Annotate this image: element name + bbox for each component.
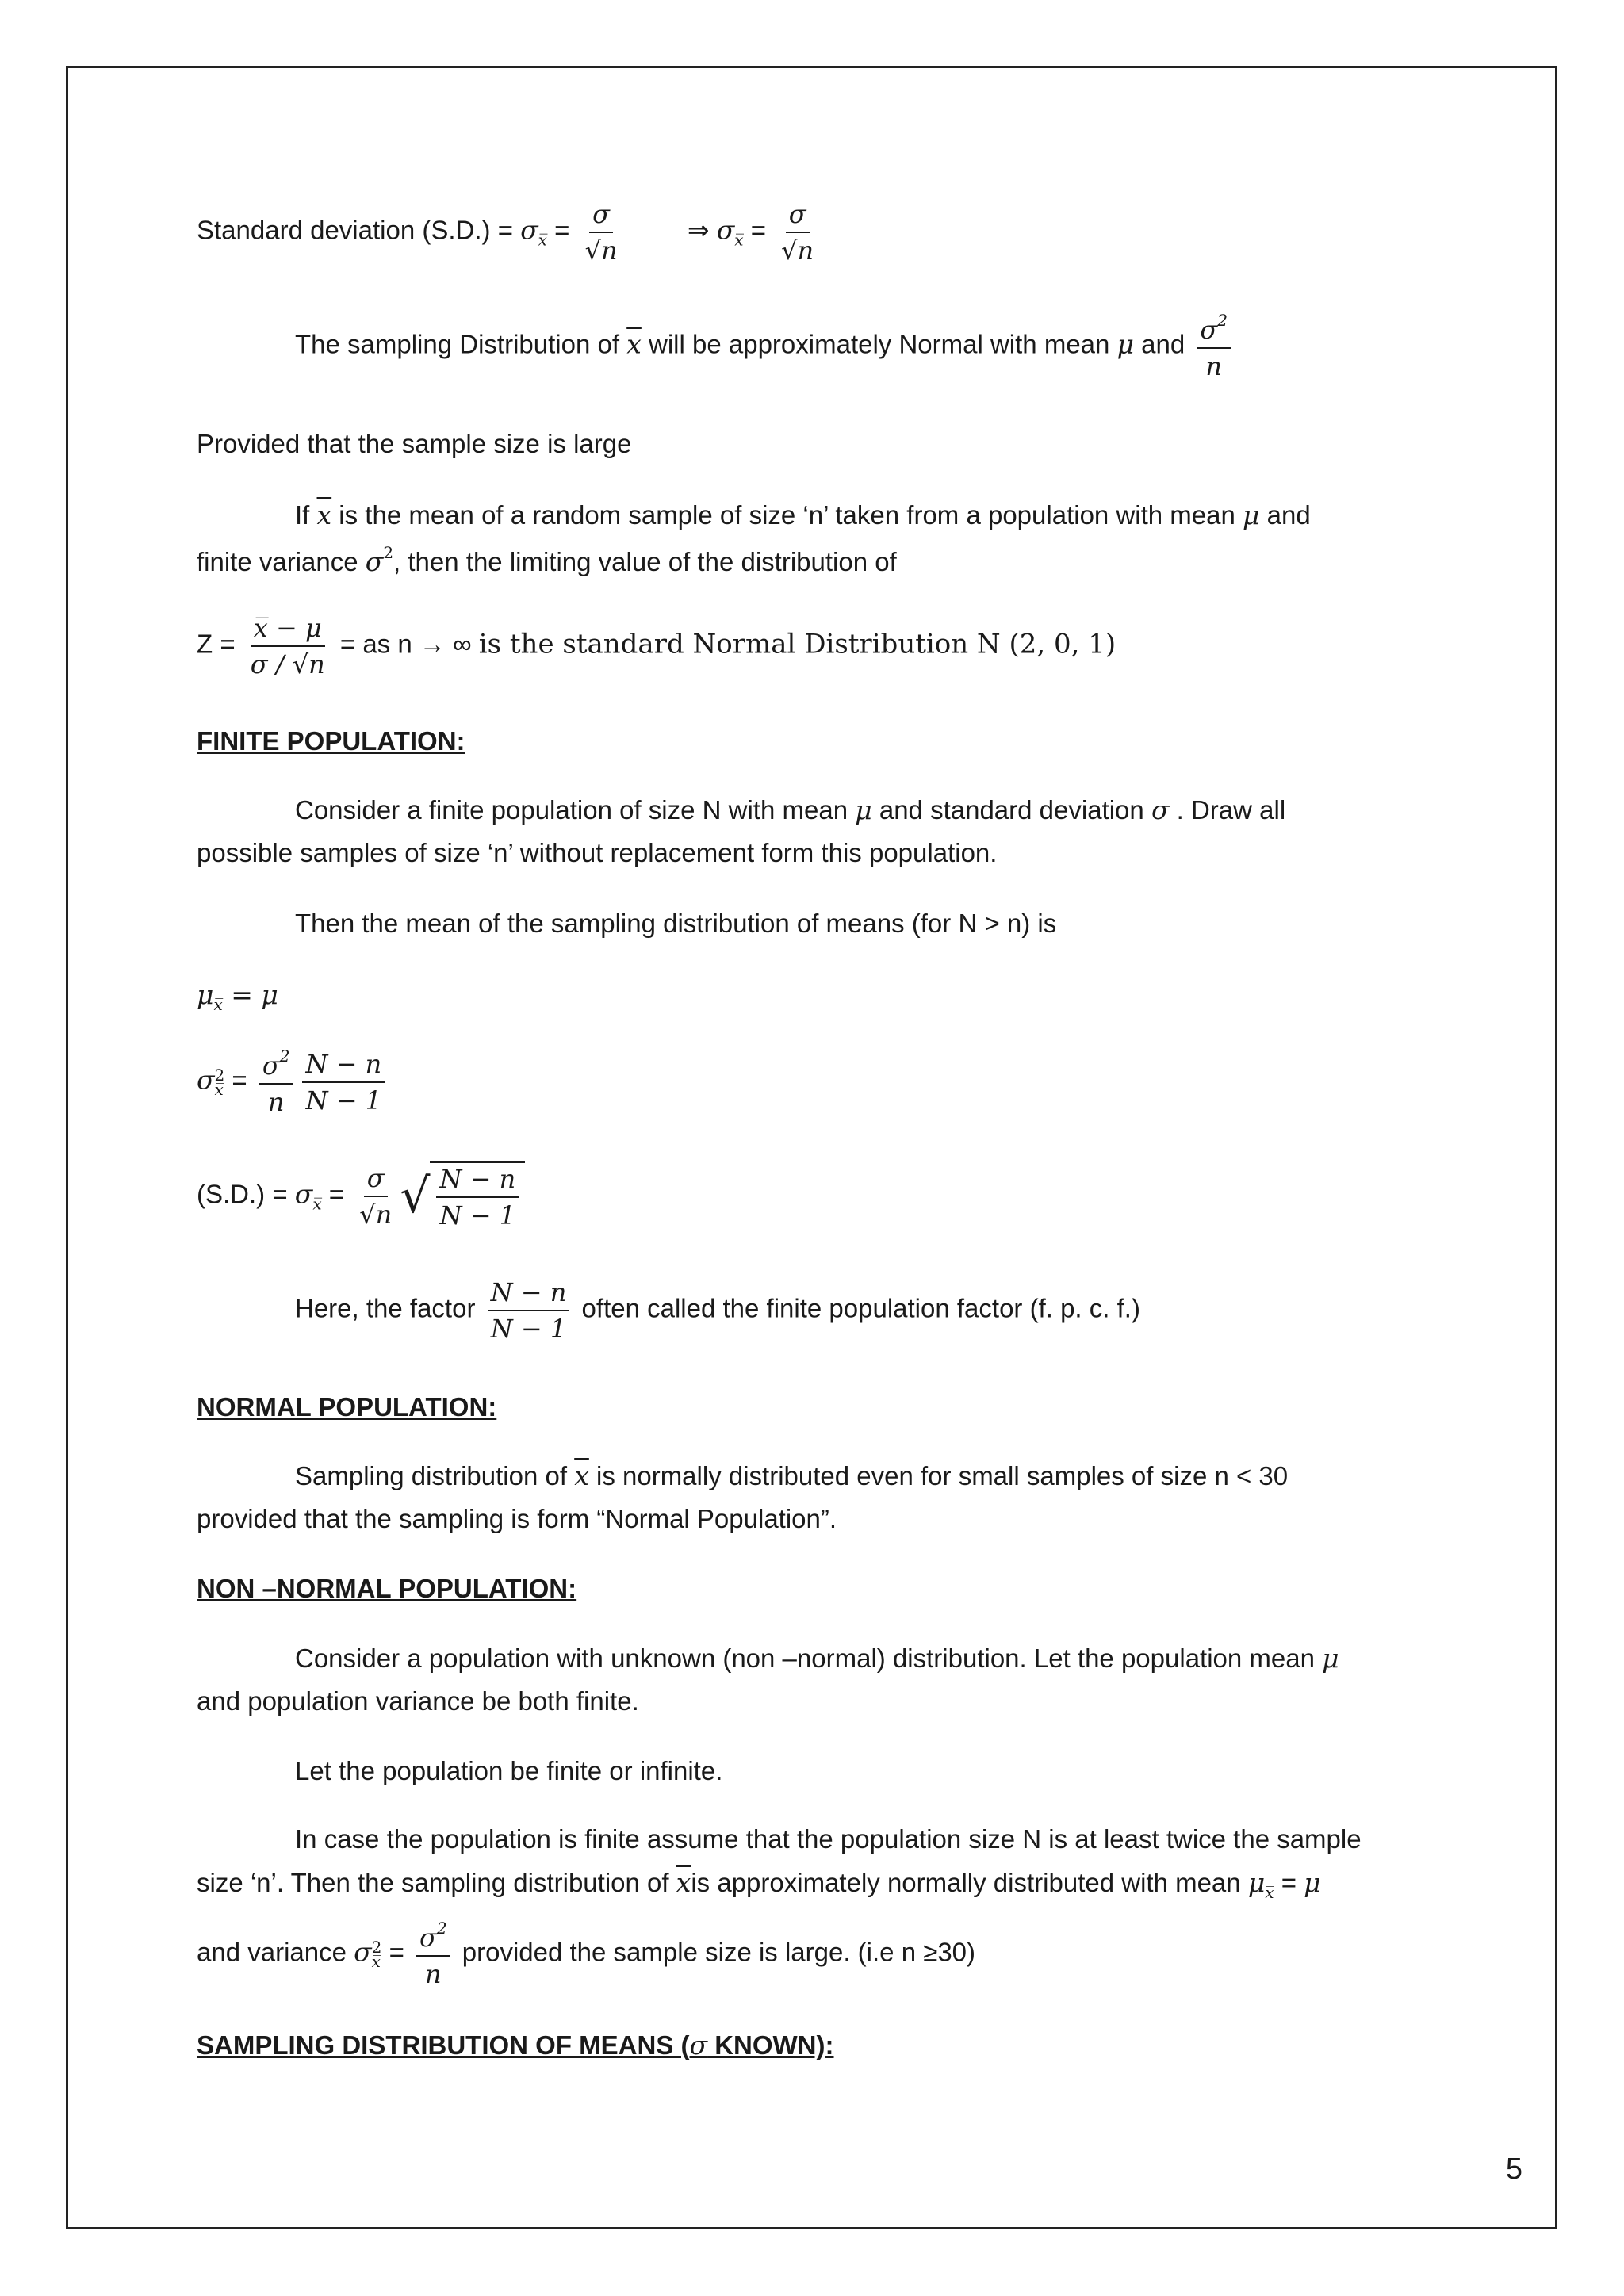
superscript: 2	[214, 1066, 225, 1085]
variance-over-n	[416, 1919, 450, 1990]
equals-sign: =	[381, 1937, 412, 1967]
text: Here, the factor	[295, 1293, 483, 1323]
sigma-over-root-n	[778, 198, 817, 266]
fraction-numerator: σ	[589, 198, 613, 233]
fraction-numerator: σ	[786, 198, 810, 233]
sigma-over-root-n	[356, 1162, 395, 1230]
fraction-denominator: √n	[781, 235, 814, 266]
fraction-denominator: n	[425, 1959, 442, 1989]
xbar-subscript: x̅	[312, 1194, 322, 1214]
text: is the mean of a random sample of size ‘n’ taken from a population with mean	[331, 500, 1243, 530]
fraction-denominator: N − 1	[305, 1085, 382, 1115]
fpc-factor-line	[295, 1276, 1140, 1345]
text: is approximately normally distributed with mean	[691, 1868, 1248, 1897]
sigma-symbol: σ	[1151, 794, 1170, 825]
text: and variance	[197, 1937, 354, 1967]
fraction-numerator: N − n	[436, 1163, 519, 1198]
text: Consider a finite population of size N with mean	[295, 795, 856, 825]
text: provided the sample size is large. (i.e n ≥30)	[454, 1937, 976, 1967]
sigma-over-root-n	[582, 198, 621, 266]
fraction-denominator: √n	[584, 235, 618, 266]
fraction-numerator: σ	[419, 1923, 437, 1953]
text: finite variance	[197, 547, 366, 576]
mu-symbol: μ	[855, 794, 872, 825]
text: If	[295, 500, 317, 530]
text: . Draw all	[1169, 795, 1286, 825]
sampling-means-sigma-known-heading	[197, 2030, 834, 2061]
variance-over-n	[259, 1047, 293, 1118]
finite-paragraph-line-1	[295, 794, 1285, 826]
xbar-subscript: x̅	[734, 230, 744, 250]
superscript: 2	[371, 1938, 382, 1957]
fraction-numerator: σ	[364, 1162, 388, 1197]
xbar-symbol: $\overline{x}$	[316, 499, 332, 530]
page-number: 5	[1505, 2152, 1522, 2186]
fraction-denominator: N − 1	[439, 1200, 516, 1230]
equals-sign: =	[743, 215, 774, 245]
mu-symbol: μ	[1243, 499, 1260, 530]
text: SAMPLING DISTRIBUTION OF MEANS (	[197, 2030, 690, 2060]
non-normal-paragraph-1-line-1	[295, 1643, 1339, 1674]
non-normal-population-heading: NON –NORMAL POPULATION:	[197, 1574, 577, 1603]
fpc-fraction	[436, 1163, 519, 1231]
sd-label: (S.D.) =	[197, 1179, 295, 1209]
xbar-symbol: $\overline{x}$	[626, 328, 642, 360]
superscript: 2	[436, 1919, 447, 1938]
text: and	[1259, 500, 1311, 530]
text: Sampling distribution of	[295, 1461, 575, 1490]
fraction-numerator: N − n	[488, 1276, 570, 1311]
superscript: 2	[279, 1047, 290, 1066]
xbar-subscript: x̅	[371, 1952, 381, 1971]
text: The sampling Distribution of	[295, 329, 627, 359]
text: KNOWN):	[707, 2030, 834, 2060]
text: will be approximately Normal with mean	[641, 329, 1117, 359]
equals-sign: =	[1274, 1868, 1304, 1897]
non-normal-paragraph-3-line-1: In case the population is finite assume that the population size N is at least twice the sample	[295, 1824, 1362, 1854]
sampling-distribution-line	[295, 311, 1235, 382]
text: size ‘n’. Then the sampling distribution of	[197, 1868, 676, 1897]
fpc-fraction	[488, 1276, 570, 1345]
mu-symbol: μ	[1116, 328, 1135, 360]
mu-symbol: μ	[1247, 1867, 1266, 1898]
fpc-fraction	[302, 1048, 385, 1116]
normal-population-heading: NORMAL POPULATION:	[197, 1392, 497, 1422]
fraction-numerator: σ	[262, 1050, 280, 1081]
sigma-symbol: σ	[716, 214, 735, 246]
non-normal-paragraph-3-line-3	[197, 1919, 975, 1990]
xbar-subscript: x̅	[1265, 1883, 1274, 1902]
equals-sign: =	[546, 215, 577, 245]
implies-arrow: ⇒	[687, 215, 710, 245]
fraction-numerator: x̅ − μ	[251, 612, 325, 647]
radicand	[430, 1161, 525, 1231]
xbar-subscript: x̅	[538, 230, 547, 250]
z-fraction	[247, 612, 328, 680]
provided-line: Provided that the sample size is large	[197, 429, 632, 458]
text: Consider a population with unknown (non –normal) distribution. Let the population mean	[295, 1644, 1323, 1673]
sigma-symbol: σ	[365, 546, 384, 577]
normal-paragraph-line-1	[295, 1460, 1288, 1492]
non-normal-paragraph-3-line-2	[197, 1867, 1321, 1902]
sigma-symbol: σ	[689, 2030, 708, 2061]
xbar-subscript: x̅	[213, 995, 223, 1014]
fraction-numerator: N − n	[302, 1048, 385, 1083]
sigma-symbol: σ	[294, 1178, 313, 1210]
finite-paragraph-2: Then the mean of the sampling distribution of means (for N > n) is	[295, 909, 1057, 938]
normal-paragraph-line-2: provided that the sampling is form “Normal Population”.	[197, 1504, 837, 1533]
fraction-denominator: √n	[359, 1200, 393, 1230]
equals-sign: =	[224, 1065, 255, 1095]
sd-label: Standard deviation (S.D.) =	[197, 215, 521, 245]
fraction-denominator: n	[1205, 351, 1223, 381]
sd-equation	[197, 1161, 525, 1231]
text: is normally distributed even for small samples of size n < 30	[588, 1461, 1289, 1490]
z-formula-line	[197, 612, 1116, 680]
equation-rhs: = μ	[222, 979, 278, 1010]
mu-symbol: μ	[197, 979, 214, 1010]
non-normal-paragraph-2: Let the population be finite or infinite.	[295, 1756, 723, 1785]
xbar-subscript: x̅	[214, 1080, 224, 1099]
equals-sign: =	[321, 1179, 352, 1209]
fraction-denominator: n	[267, 1087, 285, 1117]
xbar-symbol: $\overline{x}$	[574, 1460, 589, 1491]
text: = as n → ∞	[332, 629, 479, 659]
fraction-numerator: σ	[1200, 315, 1218, 345]
mean-equation	[197, 979, 278, 1014]
text: and standard deviation	[871, 795, 1151, 825]
xbar-symbol: $\overline{x}$	[676, 1867, 691, 1898]
radical-sign: √	[400, 1169, 431, 1224]
sigma-symbol: σ	[520, 214, 538, 246]
fraction-denominator: σ / √n	[250, 649, 325, 679]
text: and	[1134, 329, 1193, 359]
mu-symbol: μ	[1304, 1867, 1321, 1898]
sd-formula-line	[197, 198, 822, 266]
sigma-symbol: σ	[354, 1936, 372, 1968]
z-label: Z =	[197, 629, 243, 659]
mu-symbol: μ	[1322, 1643, 1339, 1674]
sigma-symbol: σ	[197, 1064, 215, 1096]
if-line-1	[295, 499, 1311, 531]
standard-normal-text: is the standard Normal Distribution N (2, 0, 1)	[478, 628, 1116, 660]
variance-equation	[197, 1047, 389, 1118]
finite-paragraph-line-2: possible samples of size ‘n’ without replacement form this population.	[197, 838, 998, 867]
text: often called the finite population factor (f. p. c. f.)	[574, 1293, 1140, 1323]
if-line-2	[197, 543, 897, 578]
text: , then the limiting value of the distribution of	[393, 547, 897, 576]
page-border	[66, 66, 1557, 2229]
non-normal-paragraph-1-line-2: and population variance be both finite.	[197, 1686, 639, 1716]
superscript: 2	[1217, 311, 1228, 330]
finite-population-heading: FINITE POPULATION:	[197, 726, 465, 756]
fraction-denominator: N − 1	[490, 1314, 567, 1344]
superscript: 2	[383, 543, 394, 562]
variance-over-n	[1197, 311, 1231, 382]
